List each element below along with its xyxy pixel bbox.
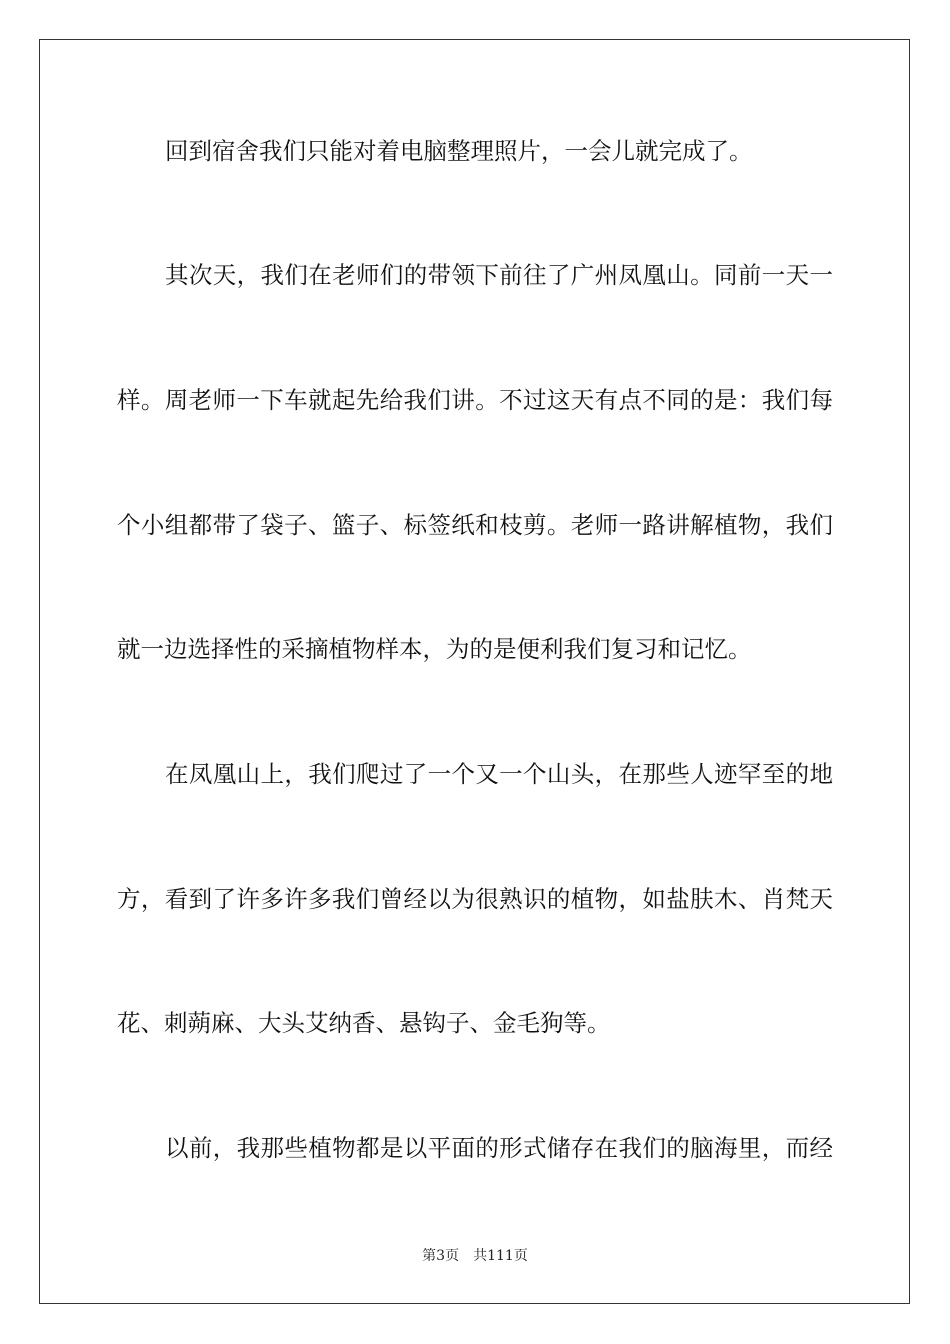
paragraph-line: 个小组都带了袋子、篮子、标签纸和枝剪。老师一路讲解植物，我们 — [117, 511, 833, 539]
paragraph-line: 花、刺蒴麻、大头艾纳香、悬钩子、金毛狗等。 — [117, 1009, 611, 1037]
paragraph-line: 在凤凰山上，我们爬过了一个又一个山头，在那些人迹罕至的地 — [165, 760, 833, 788]
paragraph-line: 就一边选择性的采摘植物样本，为的是便利我们复习和记忆。 — [117, 635, 752, 663]
paragraph-line: 方，看到了许多许多我们曾经以为很熟识的植物，如盐肤木、肖梵天 — [117, 885, 833, 913]
paragraph-line: 其次天，我们在老师们的带领下前往了广州凤凰山。同前一天一 — [165, 261, 833, 289]
page-footer — [0, 1246, 950, 1266]
paragraph-line: 回到宿舍我们只能对着电脑整理照片，一会儿就完成了。 — [165, 137, 753, 165]
paragraph-line: 样。周老师一下车就起先给我们讲。不过这天有点不同的是：我们每 — [117, 386, 833, 414]
paragraph-line: 以前，我那些植物都是以平面的形式储存在我们的脑海里，而经 — [165, 1134, 833, 1162]
page-border — [39, 39, 910, 1304]
page-number: 第3页 — [422, 1248, 460, 1264]
total-pages: 共111页 — [473, 1248, 528, 1264]
